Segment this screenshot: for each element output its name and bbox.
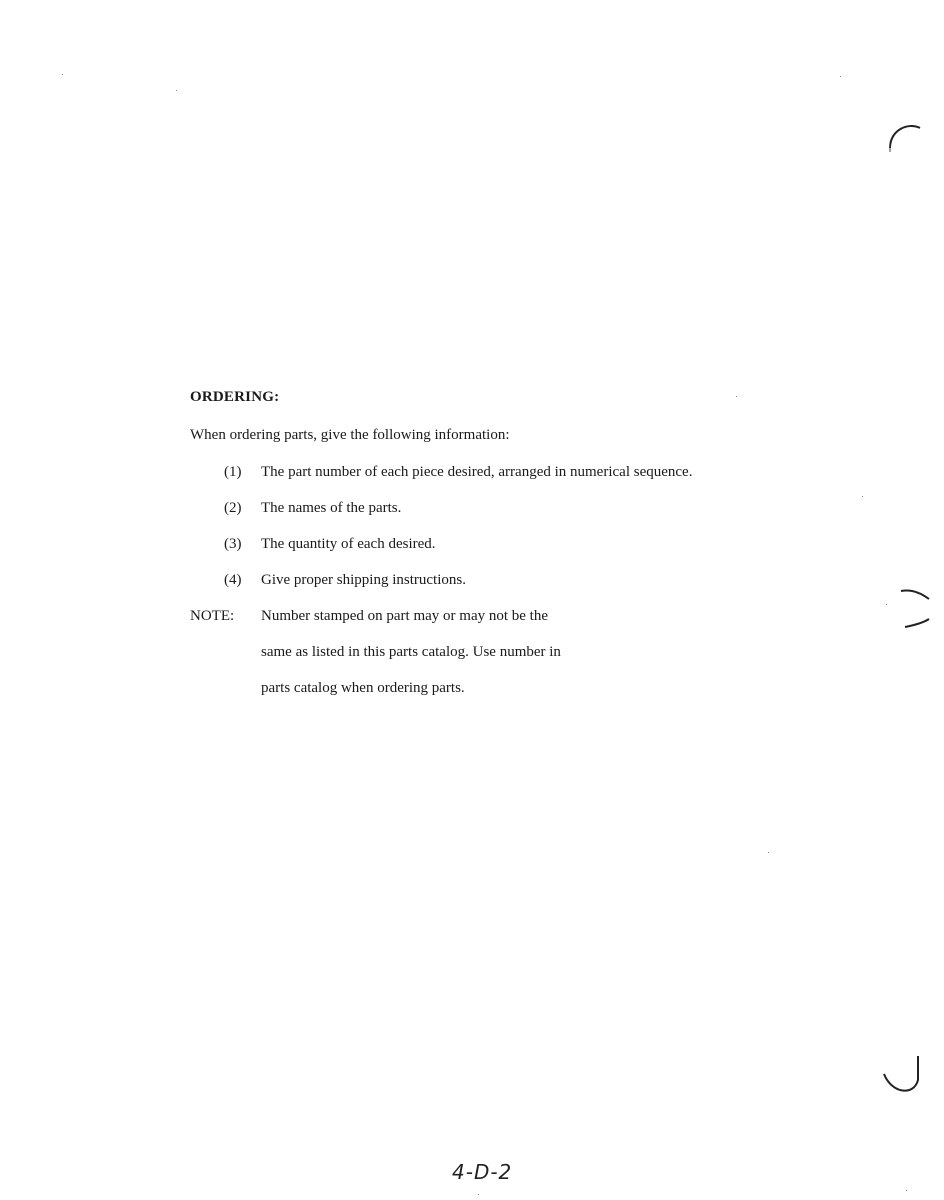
scan-speck [736,396,737,397]
scan-speck [862,496,863,497]
note-line: parts catalog when ordering parts. [261,680,465,696]
list-item-text: The part number of each piece desired, arranged in numerical sequence. [261,464,693,480]
list-item-text: The quantity of each desired. [261,536,436,552]
list-item-number: (2) [224,500,242,516]
binder-hole-middle-icon [895,585,935,635]
scan-speck [478,1194,479,1195]
intro-paragraph: When ordering parts, give the following information: [190,427,510,443]
scan-speck [906,1190,907,1191]
list-item [224,464,692,481]
note-label: NOTE: [190,608,235,624]
scan-speck [886,604,887,605]
list-item-text: The names of the parts. [261,500,402,516]
section-heading: ORDERING: [190,389,280,405]
page-number: 4-D-2 [452,1160,513,1184]
list-item [224,500,401,517]
note-line: same as listed in this parts catalog. Use number in [261,644,561,660]
list-item-number: (4) [224,572,242,588]
list-item [224,572,466,589]
scan-speck [62,74,63,75]
binder-hole-bottom-icon [874,1050,924,1100]
note-line: Number stamped on part may or may not be the [261,608,549,624]
scan-speck [840,76,841,77]
scan-speck [768,852,769,853]
list-item-text: Give proper shipping instructions. [261,572,466,588]
scan-speck [176,90,177,91]
list-item-number: (3) [224,536,242,552]
binder-hole-top-icon [884,118,924,168]
list-item [224,536,436,553]
list-item-number: (1) [224,464,242,480]
